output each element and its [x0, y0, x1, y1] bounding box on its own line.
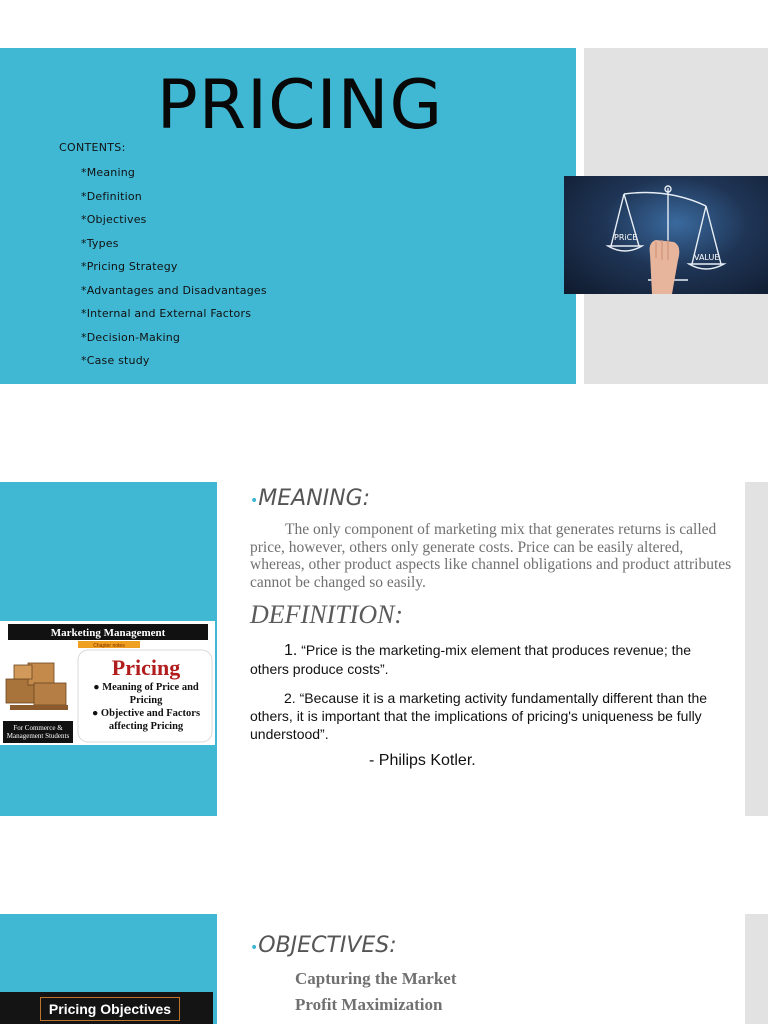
- book-tag: Chapter notes: [93, 643, 125, 649]
- definition-2: 2. “Because it is a marketing activity fundamentally different than the others, it is important that the implications of pricing's uniqueness be fully understood”.: [250, 690, 708, 742]
- book-audience: For Commerce & Management Students: [6, 724, 70, 740]
- contents-item: *Internal and External Factors: [81, 307, 252, 320]
- book-cover-graphic: [0, 621, 215, 745]
- contents-heading: CONTENTS:: [59, 141, 126, 154]
- bullet-dot-icon: •: [250, 940, 259, 956]
- meaning-text: The only component of marketing mix that generates returns is called price, however, others only generate costs. Price can be easily altered, whereas, other product aspects like channel obligations and product attributes cannot be changed so easily.: [250, 521, 732, 591]
- pricing-objectives-label: Pricing Objectives: [40, 997, 180, 1021]
- price-value-scale-image: [564, 176, 768, 294]
- boxes-icon: [6, 663, 68, 710]
- book-title: Pricing: [111, 655, 181, 680]
- book-bullet: ● Objective and Factors affecting Pricing: [91, 708, 201, 732]
- definition-1-text: “Price is the marketing-mix element that produces revenue; the others produce costs”.: [250, 642, 692, 677]
- meaning-heading: •MEANING:: [250, 486, 371, 511]
- definition-heading: DEFINITION:: [250, 600, 404, 629]
- objectives-heading: •OBJECTIVES:: [250, 933, 397, 958]
- book-bullet: ● Meaning of Price and Pricing: [93, 682, 199, 706]
- contents-item: *Decision-Making: [81, 330, 181, 344]
- book-cover-image: [0, 621, 215, 745]
- contents-item: *Objectives: [81, 213, 147, 226]
- contents-item: *Definition: [81, 189, 142, 203]
- objective-item: Capturing the Market: [295, 969, 457, 988]
- objective-item: Profit Maximization: [295, 995, 443, 1014]
- contents-item: *Types: [81, 236, 119, 250]
- hand-icon: [650, 240, 680, 294]
- slide3-gray-panel: [745, 914, 768, 1024]
- slide2-gray-panel: [745, 482, 768, 816]
- bullet-dot-icon: •: [250, 493, 259, 509]
- objectives-list: [295, 968, 456, 1020]
- page-title: PRICING: [156, 66, 444, 145]
- book-header: Marketing Management: [50, 627, 166, 639]
- contents-item: *Advantages and Disadvantages: [81, 283, 267, 297]
- attribution: - Philips Kotler.: [369, 752, 476, 769]
- definition-1-number: 1.: [284, 642, 298, 659]
- value-pan-label: VALUE: [694, 253, 720, 262]
- contents-item: *Case study: [81, 354, 150, 367]
- contents-item: *Pricing Strategy: [81, 260, 178, 273]
- definition-1: [250, 641, 730, 678]
- balance-scale-icon: [564, 176, 768, 294]
- price-pan-label: PRiCE: [614, 233, 638, 242]
- book-bullets: [82, 681, 210, 733]
- contents-item: *Meaning: [81, 166, 136, 179]
- contents-list: [81, 165, 267, 377]
